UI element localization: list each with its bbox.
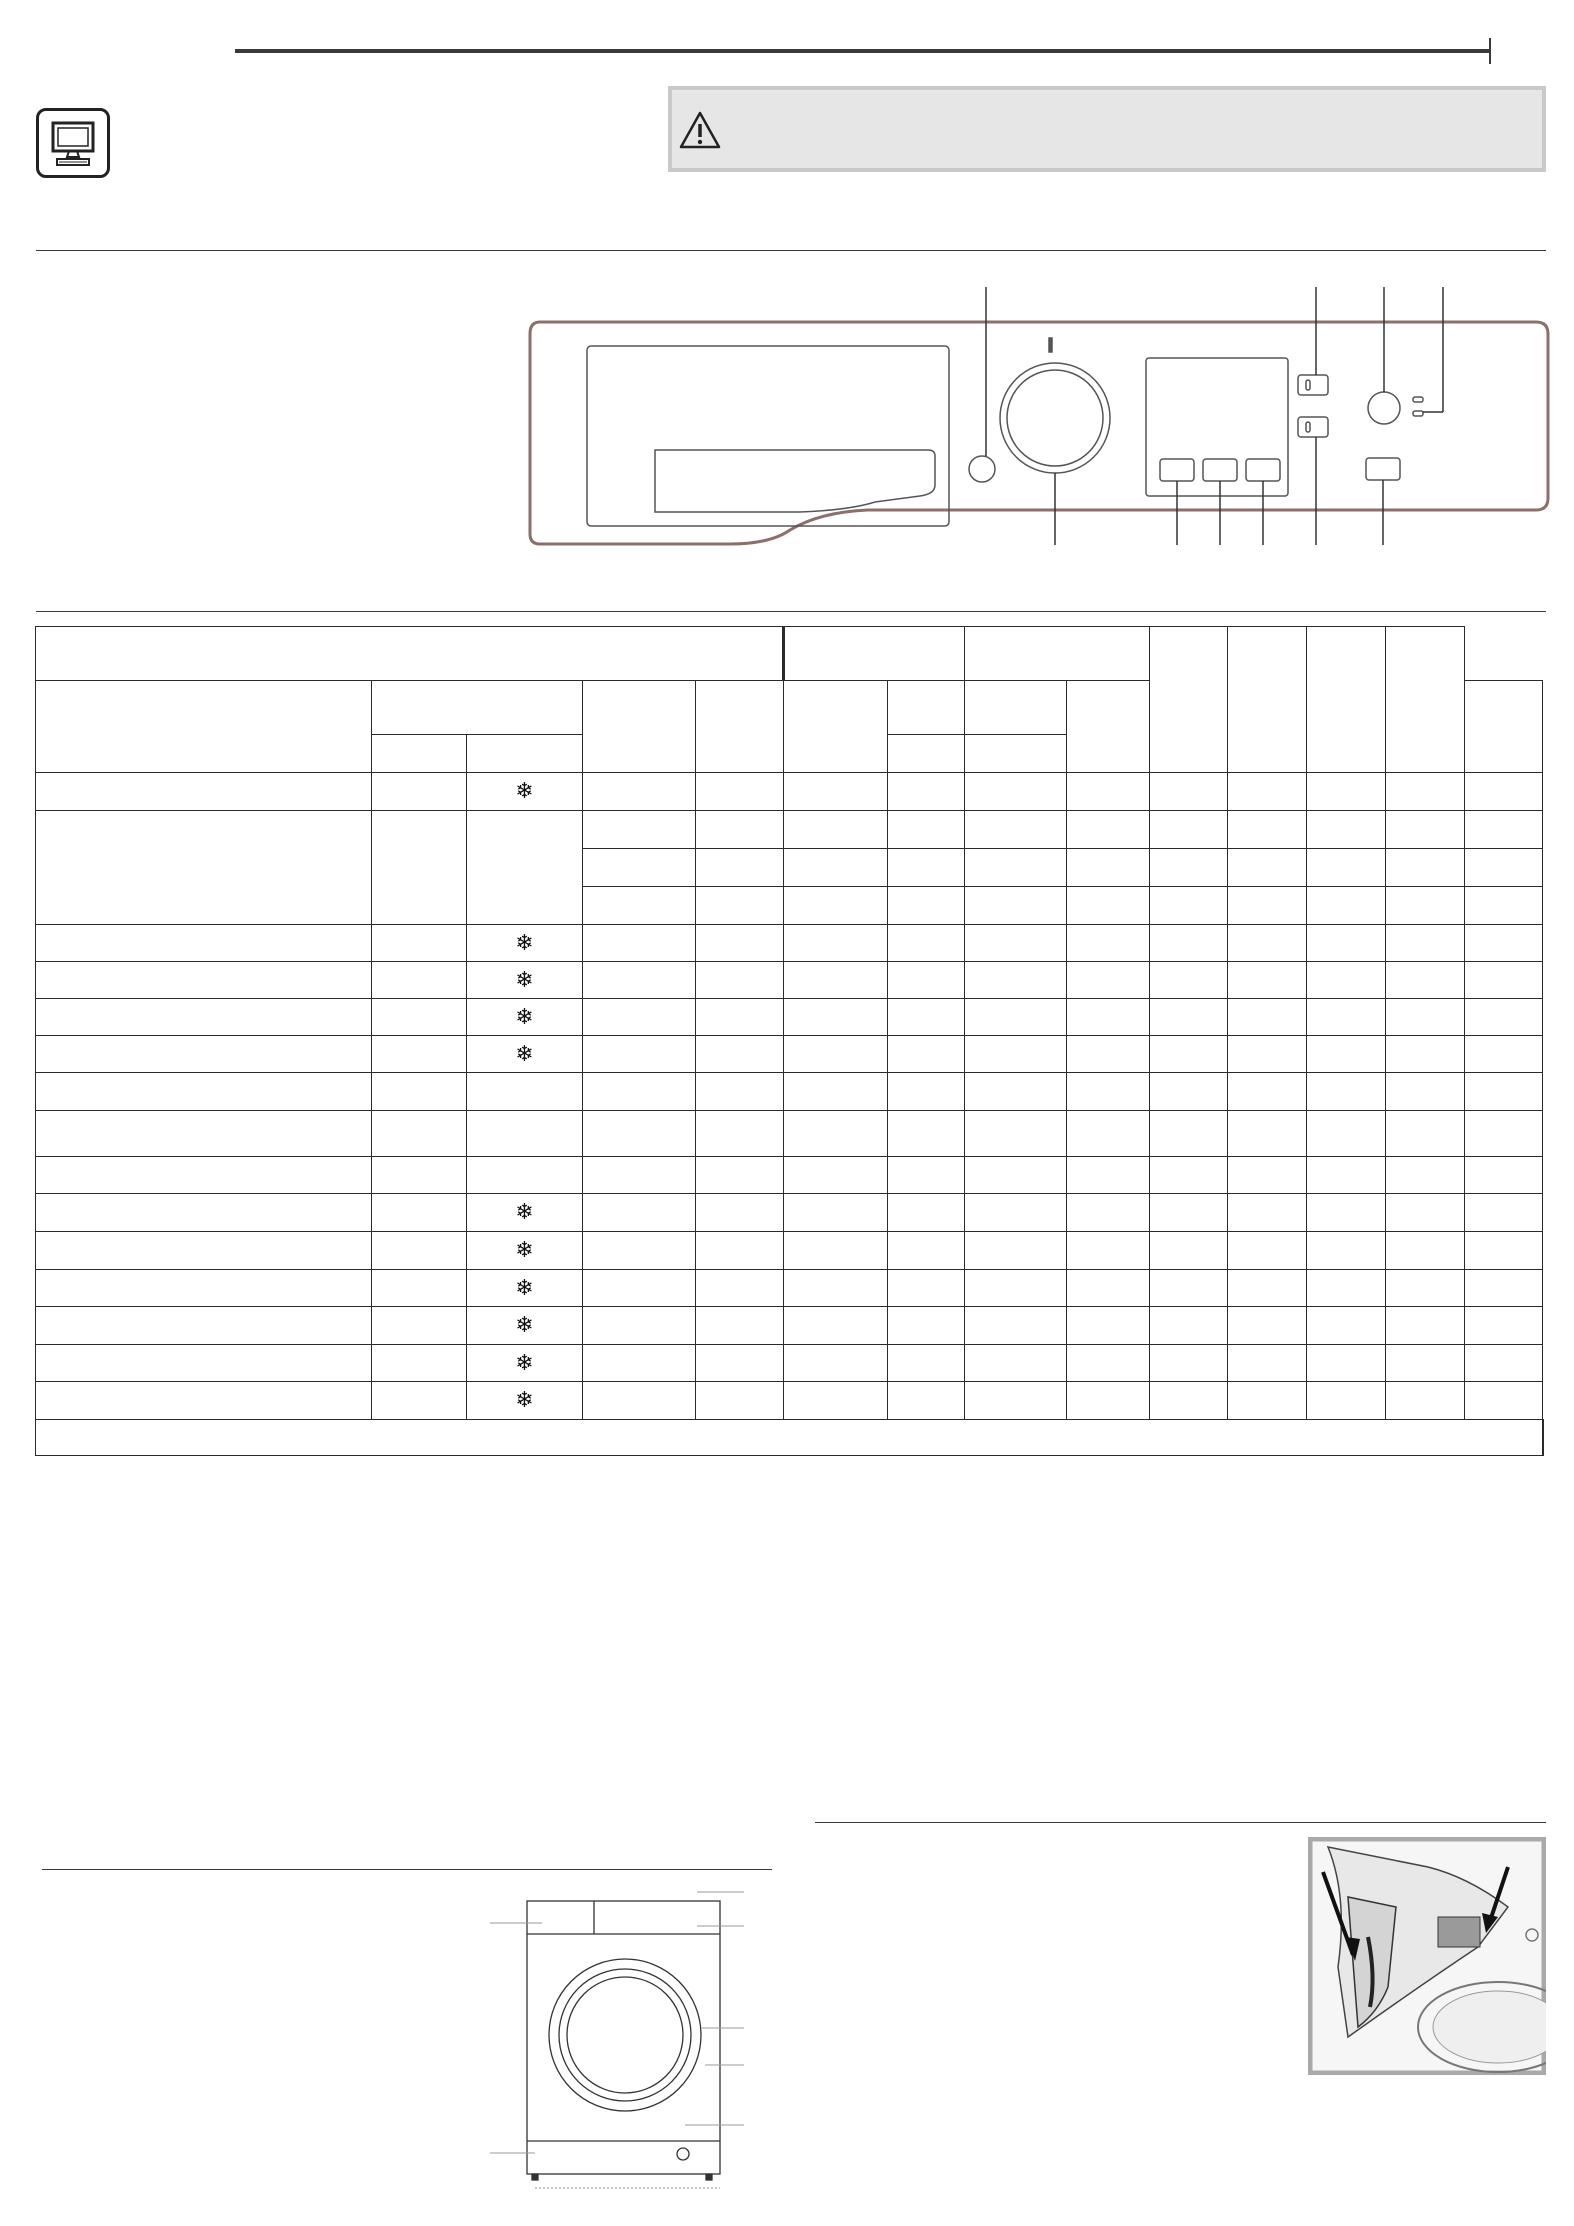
table-row [36, 1073, 1543, 1111]
table-header-col-10 [1150, 627, 1228, 773]
table-row [36, 1157, 1543, 1194]
table-row [36, 1232, 1543, 1270]
table-row [36, 1382, 1543, 1420]
snowflake-icon: ❄ [515, 1387, 534, 1412]
table-header-program [36, 627, 784, 681]
table-header-col-11 [1228, 627, 1307, 773]
table-row [36, 925, 1543, 962]
top-header-rule [235, 49, 1491, 53]
snowflake-icon: ❄ [515, 1237, 534, 1262]
door [549, 1959, 701, 2111]
snowflake-icon: ❄ [515, 778, 534, 803]
delay-button [1368, 392, 1400, 424]
power-button [969, 456, 995, 482]
section-rule-control-panel [36, 250, 1546, 251]
table-row [36, 1345, 1543, 1382]
table-row [36, 999, 1543, 1036]
section-rule-detergent [815, 1822, 1546, 1823]
snowflake-icon: ❄ [515, 1312, 534, 1337]
top-header-rule-end [1489, 38, 1491, 64]
table-header-col-8b [965, 735, 1067, 773]
table-header-group-b [965, 627, 1150, 681]
table-header-temp-range [467, 735, 583, 773]
table-header-col-6 [784, 681, 888, 773]
snowflake-icon: ❄ [515, 1274, 534, 1300]
table-header-col-8 [965, 681, 1067, 735]
washing-machine-diagram [480, 1880, 750, 2200]
program-table [35, 626, 1544, 1456]
table-header-programme-name [36, 681, 372, 773]
table-footnote-row [36, 1420, 1543, 1456]
table-header-temp-default [372, 735, 467, 773]
table-header-col-12 [1307, 627, 1386, 773]
start-pause-button [1366, 458, 1400, 480]
control-panel-diagram [520, 280, 1550, 550]
option-button-3 [1246, 459, 1280, 481]
table-header-group-a [784, 627, 965, 681]
table-row [36, 1307, 1543, 1345]
section-rule-description [42, 1869, 772, 1870]
table-header-col-13 [1386, 627, 1465, 773]
table-row [36, 773, 1543, 811]
table-header-col-7 [888, 681, 965, 735]
table-header-col-7b [888, 735, 965, 773]
table-header-col-9b [1465, 681, 1543, 773]
table-row [36, 1194, 1543, 1232]
snowflake-icon: ❄ [515, 929, 534, 955]
snowflake-icon: ❄ [515, 1003, 534, 1029]
program-knob-outer [1000, 363, 1110, 473]
pump-filter [677, 2148, 689, 2160]
table-header-col-5 [696, 681, 784, 773]
table-row [36, 962, 1543, 999]
table-header-col-9a [1067, 681, 1150, 773]
table-row [36, 1111, 1543, 1157]
temperature-button [1298, 375, 1328, 395]
snowflake-icon: ❄ [515, 1040, 534, 1066]
option-button-1 [1160, 459, 1194, 481]
program-knob [1007, 370, 1103, 466]
table-row [36, 811, 1543, 849]
table-header-temperature [372, 681, 583, 735]
display [1146, 358, 1288, 496]
warning-box [668, 86, 1546, 172]
monitor-icon [36, 108, 110, 178]
spin-button [1298, 417, 1328, 437]
table-row [36, 1270, 1543, 1307]
snowflake-icon: ❄ [515, 966, 534, 992]
option-button-2 [1203, 459, 1237, 481]
detergent-drawer-photo [1308, 1837, 1546, 2075]
table-row [36, 1036, 1543, 1073]
snowflake-icon: ❄ [515, 1199, 534, 1224]
section-rule-program-table [36, 611, 1546, 612]
warning-triangle-icon [678, 110, 722, 155]
snowflake-icon: ❄ [515, 1349, 534, 1375]
table-header-col-4 [583, 681, 696, 773]
